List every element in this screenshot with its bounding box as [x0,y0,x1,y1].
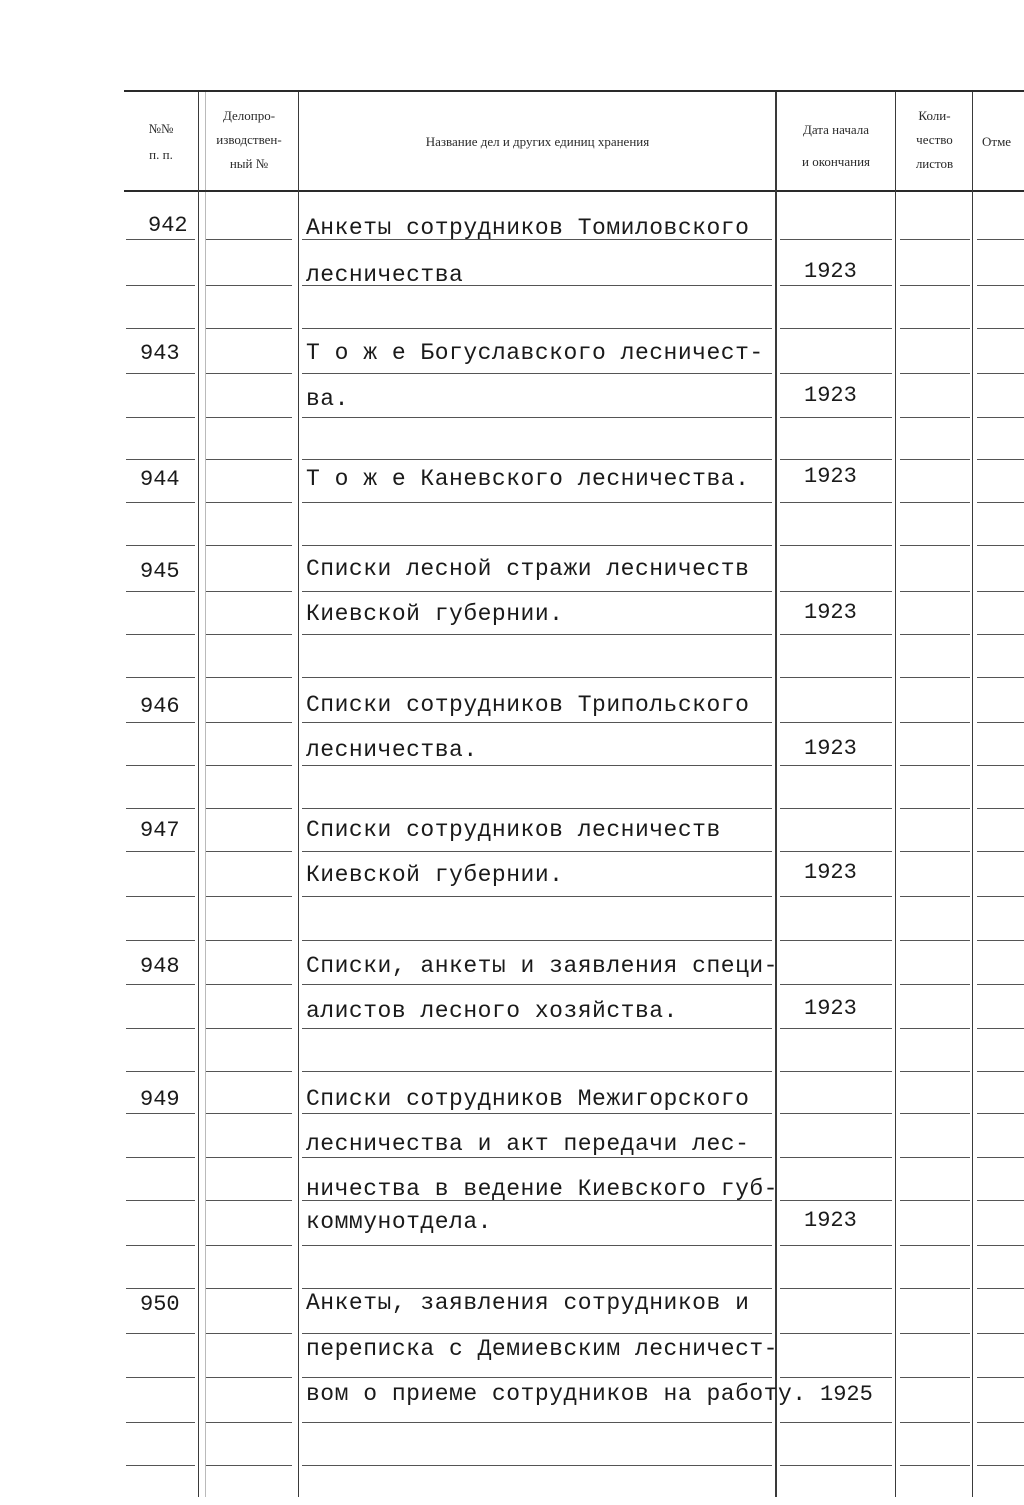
ruled-line [900,896,970,897]
ruled-line [780,1333,892,1334]
ruled-line [900,502,970,503]
ruled-line [977,1157,1024,1158]
ruled-line [977,502,1024,503]
header-number: №№ п. п. [148,121,174,162]
record-date: 1923 [804,860,857,885]
ruled-line [206,1333,292,1334]
ruled-line [126,502,195,503]
ruled-line [780,896,892,897]
ruled-line [977,896,1024,897]
record-number: 948 [140,954,180,979]
ruled-line [302,1465,772,1466]
ruled-line [206,634,292,635]
ruled-line [126,285,195,286]
ruled-line [206,1288,292,1289]
ruled-line [780,722,892,723]
column-divider [972,92,973,1497]
column-divider [198,92,199,1497]
record-title-line: Списки сотрудников Трипольского [306,692,750,718]
ruled-line [206,373,292,374]
ruled-line [977,1288,1024,1289]
ruled-line [900,1245,970,1246]
ruled-line [780,1113,892,1114]
ruled-line [206,1465,292,1466]
ruled-line [302,1071,772,1072]
ruled-line [977,984,1024,985]
record-number: 945 [140,559,180,584]
ruled-line [302,502,772,503]
record-title-line: Списки, анкеты и заявления специ- [306,953,778,979]
record-number: 946 [140,694,180,719]
ruled-line [900,459,970,460]
ruled-line [900,677,970,678]
ruled-line [302,459,772,460]
ruled-line [780,765,892,766]
ruled-line [302,545,772,546]
ruled-line [977,1245,1024,1246]
ruled-line [206,1422,292,1423]
ruled-line [206,722,292,723]
ruled-line [126,634,195,635]
ruled-line [780,328,892,329]
ruled-line [126,1157,195,1158]
ruled-line [977,373,1024,374]
ruled-line [780,634,892,635]
ruled-line [206,1071,292,1072]
ruled-line [126,722,195,723]
ruled-line [977,634,1024,635]
ruled-line [977,1200,1024,1201]
ruled-line [977,459,1024,460]
ruled-line [126,1333,195,1334]
ruled-line [900,984,970,985]
ruled-line [900,722,970,723]
ruled-line [780,1288,892,1289]
header-top-rule [124,90,1024,92]
ruled-line [126,808,195,809]
header-office-number: Делопро- изводствен- ный № [216,108,282,171]
record-title-line: коммунотдела. [306,1209,492,1235]
ruled-line [206,1028,292,1029]
ruled-line [206,285,292,286]
ruled-line [780,1422,892,1423]
ruled-line [780,808,892,809]
header-title: Название дел и других единиц хранения [425,134,650,149]
ruled-line [302,417,772,418]
record-date: 1923 [804,1208,857,1233]
ruled-line [126,1245,195,1246]
record-date: 1923 [804,383,857,408]
ruled-line [206,328,292,329]
ruled-line [780,851,892,852]
record-date: 1925 [820,1382,873,1407]
record-title-line: лесничества и акт передачи лес- [306,1131,750,1157]
ruled-line [780,1465,892,1466]
ruled-line [977,940,1024,941]
ruled-line [302,1245,772,1246]
ruled-line [126,1465,195,1466]
ruled-line [302,940,772,941]
record-title-line: вом о приеме сотрудников на работу. [306,1381,807,1407]
header-date: Дата начала и окончания [801,122,871,169]
ruled-line [780,591,892,592]
ruled-line [780,940,892,941]
record-number: 949 [140,1087,180,1112]
ruled-line [900,1028,970,1029]
ruled-line [126,1113,195,1114]
ruled-line [206,984,292,985]
record-date: 1923 [804,996,857,1021]
ruled-line [206,1377,292,1378]
ruled-line [900,1288,970,1289]
record-number: 950 [140,1292,180,1317]
ruled-line [977,1113,1024,1114]
ruled-line [900,1465,970,1466]
ruled-line [977,722,1024,723]
ruled-line [126,1028,195,1029]
ruled-line [977,1028,1024,1029]
ruled-line [126,677,195,678]
ruled-line [126,417,195,418]
ruled-line [126,591,195,592]
record-title-line: лесничества [306,262,464,288]
ruled-line [977,1333,1024,1334]
ruled-line [206,545,292,546]
ruled-line [977,1377,1024,1378]
ruled-line [126,373,195,374]
ruled-line [977,285,1024,286]
ruled-line [302,984,772,985]
ruled-line [206,591,292,592]
record-date: 1923 [804,259,857,284]
ruled-line [900,1377,970,1378]
ruled-line [206,417,292,418]
ruled-line [206,1245,292,1246]
column-divider [298,92,299,1497]
ruled-line [780,373,892,374]
ruled-line [780,417,892,418]
ruled-line [302,1288,772,1289]
record-title-line: Т о ж е Каневского лесничества. [306,466,750,492]
ruled-line [900,1333,970,1334]
ruled-line [780,502,892,503]
ruled-line [900,545,970,546]
ruled-line [302,896,772,897]
record-title-line: Анкеты, заявления сотрудников и [306,1290,750,1316]
ruled-line [206,502,292,503]
header-sheets: Коли- чество листов [915,108,954,171]
ruled-line [900,765,970,766]
record-number: 943 [140,341,180,366]
ruled-line [302,765,772,766]
ruled-line [977,677,1024,678]
ruled-line [302,1028,772,1029]
ruled-line [900,1157,970,1158]
ruled-line [126,1071,195,1072]
ruled-line [900,1200,970,1201]
record-title-line: Списки сотрудников Межигорского [306,1086,750,1112]
ruled-line [977,328,1024,329]
ruled-line [780,239,892,240]
ruled-line [780,984,892,985]
ruled-line [206,1157,292,1158]
ruled-line [780,285,892,286]
ruled-line [126,1288,195,1289]
ruled-line [206,1200,292,1201]
header-notes: Отме [982,134,1012,149]
ruled-line [977,1465,1024,1466]
ruled-line [780,1200,892,1201]
ruled-line [302,1377,772,1378]
ruled-line [302,634,772,635]
ruled-line [302,1333,772,1334]
ruled-line [126,765,195,766]
ruled-line [900,285,970,286]
ruled-line [206,1113,292,1114]
ruled-line [780,677,892,678]
ruled-line [900,1422,970,1423]
record-number: 942 [148,213,188,238]
ruled-line [780,1245,892,1246]
record-title-line: Анкеты сотрудников Томиловского [306,215,750,241]
ruled-line [302,851,772,852]
ruled-line [302,808,772,809]
column-divider [895,92,896,1497]
ruled-line [900,1071,970,1072]
ruled-line [126,940,195,941]
ruled-line [780,459,892,460]
ruled-line [900,940,970,941]
record-number: 944 [140,467,180,492]
ruled-line [900,1113,970,1114]
header-bottom-rule [124,190,1024,192]
ruled-line [302,1422,772,1423]
record-title-line: алистов лесного хозяйства. [306,998,678,1024]
record-title-line: Киевской губернии. [306,862,564,888]
ruled-line [900,591,970,592]
ruled-line [206,765,292,766]
record-title-line: Т о ж е Богуславского лесничест- [306,340,764,366]
ruled-line [206,896,292,897]
record-date: 1923 [804,736,857,761]
ruled-line [126,459,195,460]
ruled-line [977,591,1024,592]
record-title-line: Списки лесной стражи лесничеств [306,556,750,582]
ruled-line [977,765,1024,766]
ruled-line [126,1377,195,1378]
ruled-line [302,1113,772,1114]
ruled-line [126,896,195,897]
ruled-line [900,851,970,852]
record-date: 1923 [804,464,857,489]
ruled-line [977,808,1024,809]
ruled-line [977,1071,1024,1072]
ruled-line [126,851,195,852]
ruled-line [900,417,970,418]
ruled-line [900,373,970,374]
record-title-line: ничества в ведение Киевского губ- [306,1176,778,1202]
record-title-line: ва. [306,386,349,412]
ruled-line [126,239,195,240]
ruled-line [977,851,1024,852]
ruled-line [206,239,292,240]
ruled-line [780,1377,892,1378]
ruled-line [302,722,772,723]
record-title-line: переписка с Демиевским лесничест- [306,1336,778,1362]
ruled-line [206,677,292,678]
ruled-line [900,634,970,635]
ruled-line [126,328,195,329]
record-title-line: Списки сотрудников лесничеств [306,817,721,843]
ruled-line [977,1422,1024,1423]
ruled-line [126,1422,195,1423]
ruled-line [302,591,772,592]
ruled-line [206,940,292,941]
ruled-line [977,239,1024,240]
ruled-line [900,328,970,329]
ruled-line [302,328,772,329]
ruled-line [900,239,970,240]
ruled-line [780,545,892,546]
record-number: 947 [140,818,180,843]
ruled-line [977,417,1024,418]
record-title-line: лесничества. [306,737,478,763]
ruled-line [302,373,772,374]
ruled-line [977,545,1024,546]
ruled-line [206,808,292,809]
column-divider [775,92,777,1497]
ruled-line [302,677,772,678]
ruled-line [126,1200,195,1201]
ruled-line [900,808,970,809]
ruled-line [302,1157,772,1158]
ruled-line [126,545,195,546]
ruled-line [780,1157,892,1158]
ruled-line [206,459,292,460]
column-divider [205,92,206,1497]
ruled-line [780,1028,892,1029]
ruled-line [206,851,292,852]
record-title-line: Киевской губернии. [306,601,564,627]
ruled-line [126,984,195,985]
record-date: 1923 [804,600,857,625]
ruled-line [780,1071,892,1072]
